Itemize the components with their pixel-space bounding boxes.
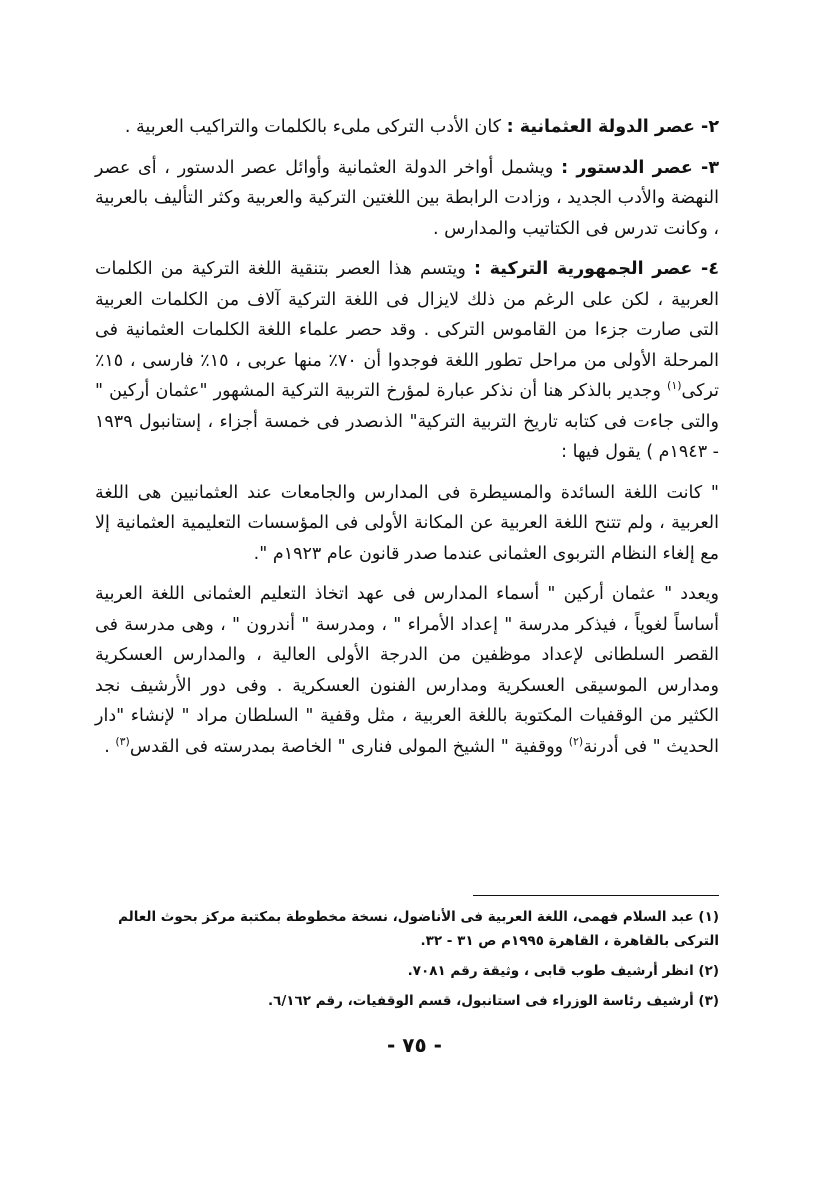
paragraph-text: ويعدد " عثمان أركين " أسماء المدارس فى عهد اتخاذ التعليم العثمانى اللغة العربية أساساً لغوياً ، فيذكر مدرسة " إعداد الأمراء " ، ومدرسة " أندرون " ، وهى مدرسة فى القصر السلطانى لإعداد موظفين من الدرجة الأولى العالية ، والمدارس العسكرية ومدارس الموسيقى العسكرية ومدارس الفنون العسكرية . وفى دور الأرشيف نجد الكثير من الوقفيات المكتوبة باللغة العربية ، مثل وقفية " السلطان مراد " لإنشاء "دار الحديث " فى أدرنة bbox=[95, 584, 719, 757]
paragraph-republic-era bbox=[95, 254, 719, 468]
quotation-paragraph: " كانت اللغة السائدة والمسيطرة فى المدارس والجامعات عند العثمانيين هى اللغة العربية ، ولم تتنح اللغة العربية عن المكانة الأولى فى المؤسسات التعليمية العثمانية إلا مع إلغاء النظام التربوى العثمانى عندما صدر قانون عام ١٩٢٣م ". bbox=[95, 482, 719, 564]
paragraph-schools-list bbox=[95, 579, 719, 762]
paragraph-constitution-era bbox=[95, 153, 719, 245]
footnote-ref-1: (١) bbox=[667, 379, 682, 393]
footnote-3: (٣) أرشيف رئاسة الوزراء فى استانبول، قسم الوقفيات، رقم ٦/١٦٢. bbox=[267, 993, 719, 1009]
paragraph-text-end: . bbox=[104, 736, 116, 757]
footnote-ref-2: (٢) bbox=[568, 734, 584, 748]
paragraph-heading: ٢- عصر الدولة العثمانية : bbox=[506, 117, 719, 137]
footnotes bbox=[95, 905, 719, 1019]
paragraph-text-continued: وجدير بالذكر هنا أن نذكر عبارة لمؤرخ التربية التركية المشهور "عثمان أركين " والتى جاءت فى كتابه تاريخ التربية التركية" الذىصدر فى خمسة أجزاء ، إستانبول ١٩٣٩ - ١٩٤٣م ) يقول فيها : bbox=[95, 381, 719, 462]
footnote-ref-3: (٣) bbox=[115, 734, 130, 748]
page-body bbox=[95, 112, 719, 772]
paragraph-text-continued: ووقفية " الشيخ المولى فنارى " الخاصة بمدرسته فى القدس bbox=[129, 736, 569, 757]
paragraph-text: كان الأدب التركى ملىء بالكلمات والتراكيب العربية . bbox=[124, 117, 507, 137]
paragraph-ottoman-era bbox=[95, 112, 719, 143]
footnote-1: (١) عبد السلام فهمى، اللغة العربية فى الأناضول، نسخة مخطوطة بمكتبة مركز بحوث العالم التركى بالقاهرة ، القاهرة ١٩٩٥م ص ٣١ - ٣٢. bbox=[118, 909, 719, 949]
paragraph-heading: ٣- عصر الدستور : bbox=[561, 157, 719, 178]
paragraph-text: ويشمل أواخر الدولة العثمانية وأوائل عصر الدستور ، أى عصر النهضة والأدب الجديد ، وزادت الرابطة بين اللغتين التركية والعربية وكثر التأليف بالعربية ، وكانت تدرس فى الكتاتيب والمدارس . bbox=[95, 157, 719, 239]
page-number: - ٧٥ - bbox=[387, 1033, 442, 1057]
paragraph-heading: ٤- عصر الجمهورية التركية : bbox=[474, 259, 719, 279]
footnote-divider bbox=[473, 895, 719, 896]
paragraph-text: ويتسم هذا العصر بتنقية اللغة التركية من الكلمات العربية ، لكن على الرغم من ذلك لايزال فى اللغة التركية آلاف من الكلمات العربية التى صارت جزءا من القاموس التركى . وقد حصر علماء اللغة الكلمات العثمانية فى المرحلة الأولى من مراحل تطور اللغة فوجدوا أن ٧٠٪ منها عربى ، ١٥٪ فارسى ، ١٥٪ تركى bbox=[95, 259, 719, 401]
footnote-2: (٢) انظر أرشيف طوب قابى ، وثيقة رقم ٧٠٨١. bbox=[407, 963, 719, 979]
